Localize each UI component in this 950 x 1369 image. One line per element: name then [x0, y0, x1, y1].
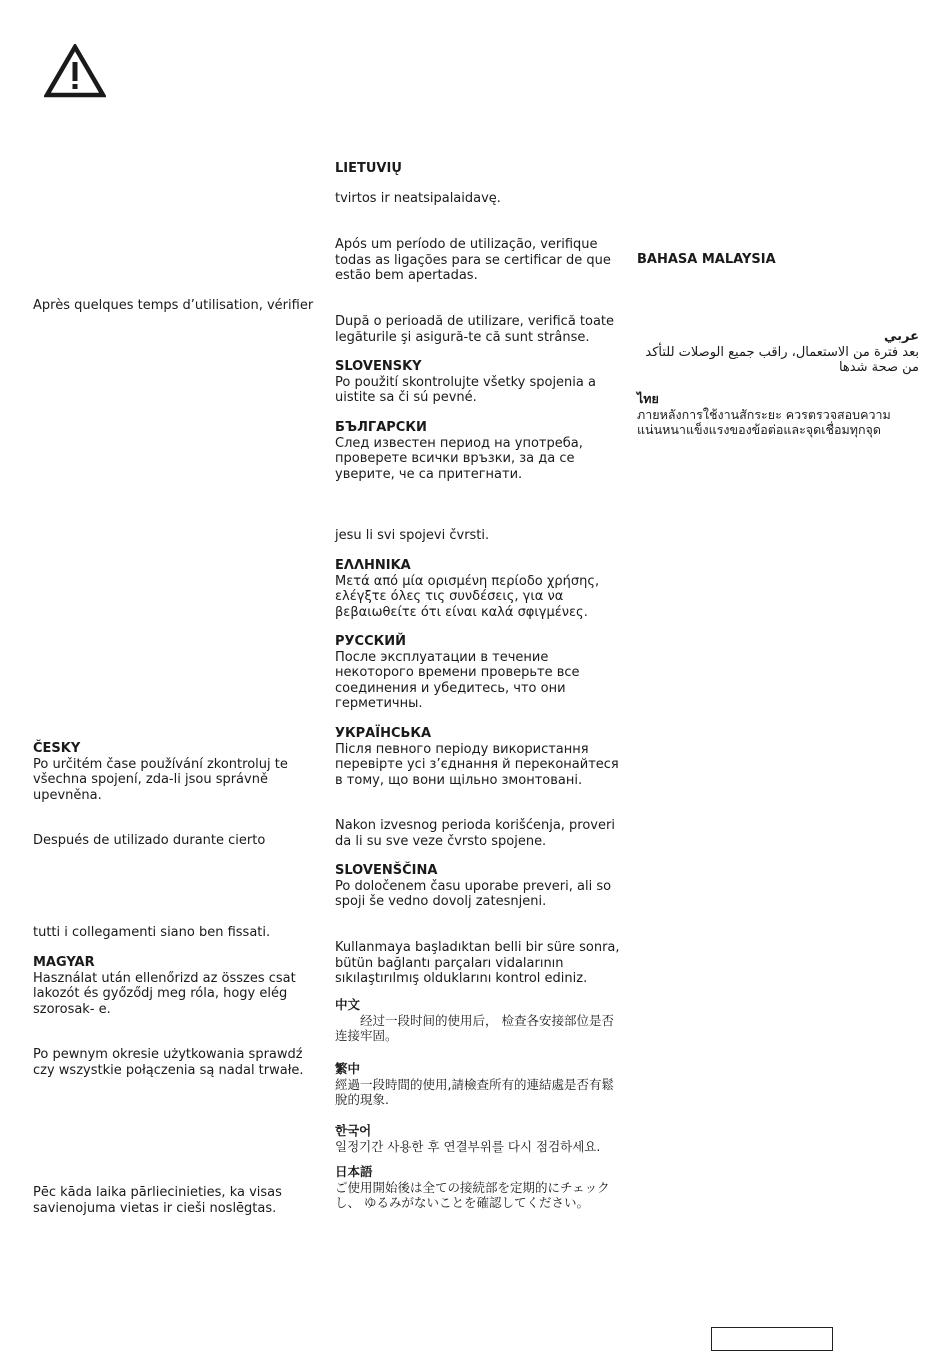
- it-instruction: tutti i collegamenti siano ben fissati.: [33, 925, 271, 940]
- italian-text: [33, 925, 318, 941]
- hu-heading: MAGYAR: [33, 955, 95, 970]
- es-instruction: Después de utilizado durante cierto: [33, 833, 266, 848]
- th-heading: ไทย: [637, 391, 659, 406]
- hr-instruction: jesu li svi spojevi čvrsti.: [335, 528, 490, 543]
- slovenian-section: [335, 863, 620, 910]
- sk-heading: SLOVENSKY: [335, 359, 422, 374]
- zh-instruction: 经过一段时间的使用后， 检查各安接部位是否连接牢固。: [335, 1012, 614, 1043]
- sl-instruction: Po določenem času uporabe preveri, ali so spoji še vedno dovolj zatesnjeni.: [335, 878, 612, 909]
- latvian-text: [33, 1185, 318, 1216]
- french-text: [33, 298, 318, 314]
- article-number-box: [711, 1327, 833, 1351]
- slovak-section: [335, 359, 620, 406]
- fr-instruction: Après quelques temps d’utilisation, vérifier: [33, 298, 314, 313]
- bg-instruction: След известен период на употреба, проверете всички връзки, за да се уверите, че са притегнати.: [335, 435, 583, 482]
- malay-section: [637, 252, 922, 268]
- hungarian-section: [33, 955, 318, 1017]
- th-instruction: ภายหลังการใช้งานสักระยะ ควรตรวจสอบความแน่นหนาแข็งแรงของข้อต่อและจุดเชื่อมทุกจุด: [637, 406, 891, 437]
- ko-heading: 한국어: [335, 1123, 372, 1138]
- sk-instruction: Po použití skontrolujte všetky spojenia a uistite sa či sú pevné.: [335, 374, 596, 405]
- ar-heading: عربي: [883, 329, 919, 344]
- ja-heading: 日本語: [335, 1164, 373, 1179]
- el-heading: ΕΛΛΗΝΙΚΑ: [335, 558, 411, 573]
- turkish-text: [335, 940, 620, 987]
- ar-instruction: بعد فترة من الاستعمال، راقب جميع الوصلات للتأكد من صحة شدها: [645, 344, 919, 375]
- tr-instruction: Kullanmaya başladıktan belli bir süre sonra, bütün bağlantı parçaları vidalarının sıkılaştırılmış olduklarını kontrol ediniz.: [335, 940, 620, 986]
- croatian-text: [335, 528, 620, 544]
- ru-heading: РУССКИЙ: [335, 634, 407, 649]
- sl-heading: SLOVENŠČINA: [335, 863, 438, 878]
- lithuanian-section: [335, 161, 620, 177]
- cs-instruction: Po určitém čase používání zkontroluj te všechna spojení, zda-li jsou správně upevněna.: [33, 756, 288, 803]
- pl-instruction: Po pewnym okresie użytkowania sprawdź czy wszystkie połączenia są nadal trwałe.: [33, 1047, 304, 1078]
- el-instruction: Μετά από μία ορισμένη περίοδο χρήσης, ελέγξτε όλες τις συνδέσεις, για να βεβαιωθείτε ότι είναι καλά σφιγμένες.: [335, 573, 600, 620]
- zht-instruction: 經過一段時間的使用,請檢查所有的連結處是否有鬆脫的現象.: [335, 1076, 614, 1107]
- bg-heading: БЪЛГАРСКИ: [335, 420, 427, 435]
- warning-triangle-icon: [44, 44, 106, 98]
- lithuanian-text: [335, 191, 620, 207]
- hu-instruction: Használat után ellenőrizd az összes csat lakozót és győződj meg róla, hogy elég szorosak- e.: [33, 970, 296, 1017]
- ukrainian-section: [335, 726, 620, 788]
- uk-heading: УКРАЇНСЬКА: [335, 726, 432, 741]
- russian-section: [335, 634, 620, 712]
- pt-instruction: Após um período de utilização, verifique todas as ligações para se certificar de que estão bem apertadas.: [335, 237, 611, 283]
- sr-instruction: Nakon izvesnog perioda korišćenja, proveri da li su sve veze čvrsto spojene.: [335, 818, 615, 849]
- portuguese-text: [335, 237, 620, 284]
- japanese-section: [335, 1164, 620, 1211]
- zh-heading: 中文: [335, 997, 361, 1012]
- lt-instruction: tvirtos ir neatsipalaidavę.: [335, 191, 501, 206]
- bulgarian-section: [335, 420, 620, 482]
- korean-section: [335, 1123, 620, 1154]
- ko-instruction: 일정기간 사용한 후 연결부위를 다시 점검하세요.: [335, 1138, 601, 1154]
- czech-section: [33, 741, 318, 803]
- ms-heading: BAHASA MALAYSIA: [637, 252, 776, 267]
- spanish-text: [33, 833, 318, 849]
- ro-instruction: După o perioadă de utilizare, verifică toate legăturile şi asigură-te că sunt strânse.: [335, 314, 615, 345]
- romanian-text: [335, 314, 620, 345]
- zht-heading: 繁中: [335, 1061, 361, 1076]
- chinese-simplified-section: [335, 997, 620, 1044]
- serbian-text: [335, 818, 620, 849]
- lt-heading: LIETUVIŲ: [335, 161, 402, 176]
- chinese-traditional-section: [335, 1061, 620, 1108]
- arabic-section: [637, 329, 919, 376]
- lv-instruction: Pēc kāda laika pārliecinieties, ka visas savienojuma vietas ir cieši noslēgtas.: [33, 1185, 282, 1216]
- ru-instruction: После эксплуатации в течение некоторого времени проверьте все соединения и убедитесь, что они герметичны.: [335, 649, 580, 711]
- greek-section: [335, 558, 620, 620]
- polish-text: [33, 1047, 318, 1078]
- ja-instruction: ご使用開始後は全ての接続部を定期的にチェックし、 ゆるみがないことを確認してください。: [335, 1179, 610, 1210]
- thai-section: [637, 391, 912, 438]
- cs-heading: ČESKY: [33, 741, 81, 756]
- uk-instruction: Після певного періоду використання перевірте усі з’єднання й переконайтеся в тому, що вони щільно змонтовані.: [335, 741, 619, 788]
